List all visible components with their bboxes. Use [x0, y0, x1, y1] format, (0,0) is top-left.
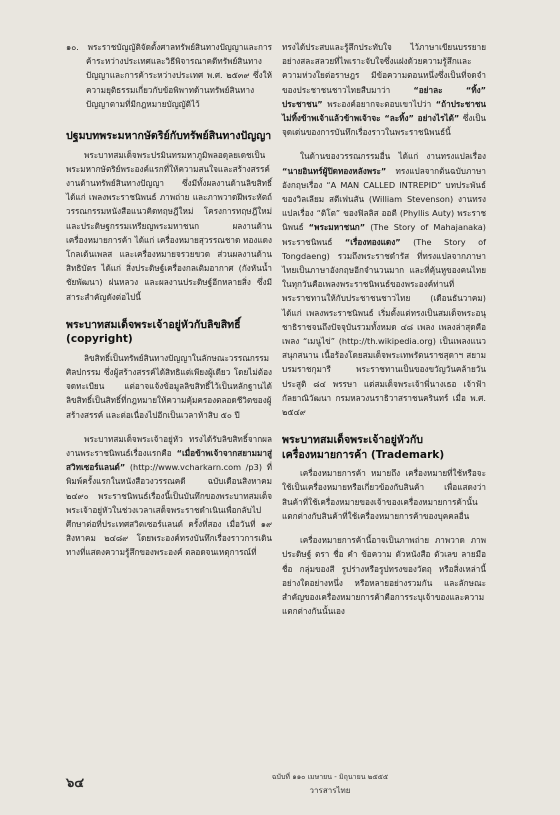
first-work-intro: พระบาทสมเด็จพระเจ้าอยู่หัว ทรงได้รับลิขสิทธิ์จากผลงานพระราชนิพนธ์เรื่องแรกคือ — [66, 433, 272, 458]
title-mahajanaka: “พระมหาชนก” — [308, 222, 366, 233]
other-works-intro: ในด้านของวรรณกรรมอื่น ได้แก่ งานทรงแปลเรื่อง — [300, 151, 486, 162]
continuation-text-3: ซึ่งเป็นจุดเด่นของการบันทึกเรื่องราวในพระราชนิพนธ์นี้ — [282, 113, 487, 138]
list-item-10: ๑๐. พระราชบัญญัติจัดตั้งศาลทรัพย์สินทางปัญญาและการค้าระหว่างประเทศและวิธีพิจารณาคดีทรัพย์สินทางปัญญาและการค้าระหว่างประเทศ พ.ศ. ๒๕๓๙ ซึ่งให้ความยุติธรรมเกี่ยวกับข้อพิพาทด้านทรัพย์สินทางปัญญาตามที่มีกฎหมายบัญญัติไว้ — [66, 42, 272, 109]
section-heading-copyright: พระบาทสมเด็จพระเจ้าอยู่หัวกับลิขสิทธิ์ (copyright) — [66, 318, 241, 346]
paragraph-trademark-forms: เครื่องหมายการค้านี้อาจเป็นภาพถ่าย ภาพวาด ภาพประดิษฐ์ ตรา ชื่อ คำ ข้อความ ตัวหนังสือ ตัวเลข ลายมือชื่อ กลุ่มของสี รูปร่างหรือรูปทรงของวัตถุ หรือสิ่งเหล่านี้อย่างใดอย่างหนึ่ง หรือหลายอย่างรวมกัน และลักษณะสำคัญของเครื่องหมายการค้าคือการระบุเจ้าของและความแตกต่างกันนั้นเอง — [282, 535, 486, 617]
right-column — [282, 40, 486, 618]
left-column — [66, 40, 272, 560]
first-work-details: (http://www.vcharkarn.com /p3) ที่พิมพ์ครั้งแรกในหนังสือวงวรรณคดี ฉบับเดือนสิงหาคม ๒๔๙๐ พระราชนิพนธ์เรื่องนี้เป็นบันทึกของพระบาทสมเด็จพระเจ้าอยู่หัวในช่วงเวลาเสด็จพระราชดำเนินเพื่อกลับไปศึกษาต่อที่ประเทศสวิตเซอร์แลนด์ ครั้งที่สอง เมื่อวันที่ ๑๙ สิงหาคม ๒๔๘๙ โดยพระองค์ทรงบันทึกเรื่องราวการเดินทางที่แสดงความรู้สึกของพระองค์ ตลอดจนเหตุการณ์ที่ — [66, 462, 272, 558]
issue-line: ฉบับที่ ๑๑๐ เมษายน - มิถุนายน ๒๕๕๕ — [271, 773, 389, 781]
other-works-text-3: (The Story of Tongdaeng) รวมถึงพระราชดำรัส ที่ทรงแปลจากภาษาไทยเป็นภาษาอังกฤษอีกจำนวนมาก และที่คุ้นหูของคนไทยในทุกวันคือเพลงพระราชนิพนธ์ของพระองค์ท่านที่พระราชทานให้กับประชาชนชาวไทย (เดือนธันวาคม) ได้แก่ เพลงพระราชนิพนธ์ เริ่มตั้งแต่ทรงเป็นสมเด็จพระอนุชาธิราชจนถึงปัจจุบันรวมทั้งหมด ๔๘ เพลง เพลงล่าสุดคือเพลง “เมนูไข่” (http://th.wikipedia.org) เป็นเพลงแนวสนุกสนาน เนื้อร้องโดยสมเด็จพระเทพรัตนราชสุดาฯ สยามบรมราชกุมารี พระราชทานเป็นของขวัญวันคล้ายวันประสูติ ๘๔ พรรษา แด่สมเด็จพระเจ้าพี่นางเธอ เจ้าฟ้ากัลยาณิวัฒนา กรมหลวงนราธิวาสราชนครินทร์ เมื่อ พ.ศ. ๒๕๔๙ — [282, 236, 486, 418]
other-works-text: ทรงแปลจากต้นฉบับภาษาอังกฤษเรื่อง “A MAN CALLED INTREPID” บทประพันธ์ของวิลเลียม สตีเฟนสัน (William Stevenson) งานทรงแปลเรื่อง “ติโต” ของฟิลลิส ออตี (Phyllis Auty) พระราชนิพนธ์ — [282, 165, 486, 233]
paragraph-first-work — [66, 432, 272, 560]
publication-logo: วารสารไทย — [309, 786, 351, 795]
paragraph-origins: พระบาทสมเด็จพระปรมินทรมหาภูมิพลอดุลยเดชเป็นพระมหากษัตริย์พระองค์แรกที่ให้ความสนใจและสร้างสรรค์งานด้านทรัพย์สินทางปัญญา ซึ่งมีทั้งผลงานด้านลิขสิทธิ์ ได้แก่ เพลงพระราชนิพนธ์ ภาพถ่าย และภาพวาดฝีพระหัตถ์ วรรณกรรมหนังสือแนวคิดทฤษฎีใหม่ โครงการทฤษฎีใหม่ และประดิษฐกรรมเหรียญพระมหาชนก ผลงานด้านเครื่องหมายการค้า ได้แก่ เครื่องหมายสุวรรณชาด ทองแดงโกลเด้นเพลส และเครื่องหมายจรวยขวด ส่วนผลงานด้านสิทธิบัตร ได้แก่ สิ่งประดิษฐ์เครื่องกลเติมอากาศ (กังหันน้ำชัยพัฒนา) ฝนหลวง และผลงานประดิษฐ์อีกหลายสิ่ง ซึ่งมีสาระสำคัญดังต่อไปนี้ — [66, 149, 272, 302]
paragraph-continuation — [282, 40, 486, 139]
quote-reply: “ถ้าประชาชนไม่ทิ้งข้าพเจ้าแล้วข้าพเจ้าจะ “ละทิ้ง” อย่างไรได้” — [282, 98, 487, 124]
other-works-text-2: (The Story of Mahajanaka) พระราชนิพนธ์ — [282, 222, 486, 247]
paragraph-other-works — [282, 149, 486, 419]
paragraph-copyright-definition: ลิขสิทธิ์เป็นทรัพย์สินทางปัญญาในลักษณะวรรณกรรม ศิลปกรรม ซึ่งผู้สร้างสรรค์ได้สิทธิแต่เพียงผู้เดียว โดยไม่ต้องจดทะเบียน แต่อาจแจ้งข้อมูลลิขสิทธิ์ไว้เป็นหลักฐานได้ ลิขสิทธิ์เป็นสิทธิ์ที่กฎหมายให้ความคุ้มครองตลอดชีวิตของผู้สร้างสรรค์ และต่อเนื่องไปอีกเป็นเวลาห้าสิบ ๕๐ ปี — [66, 352, 272, 420]
continuation-text: ทรงได้ประสบและรู้สึกประทับใจ ไว้ภาษาเขียนบรรยายอย่างสละสลวยที่ไพเราะจับใจซึ่งแฝงด้วยความรู้สึกและความห่วงใยต่อราษฎร มีข้อความตอนหนึ่งซึ่งเป็นที่จดจำของประชาชนชาวไทยสืบมาว่า — [282, 42, 486, 95]
page-number: ๖๔ — [66, 776, 85, 791]
continuation-text-2: พระองค์อยากจะตอบเขาไปว่า — [327, 98, 432, 109]
first-work-title: “เมื่อข้าพเจ้าจากสยามมาสู่สวิทเซอร์แลนด์” — [66, 447, 272, 473]
paragraph-trademark-definition: เครื่องหมายการค้า หมายถึง เครื่องหมายที่ใช้หรือจะใช้เป็นเครื่องหมายหรือเกี่ยวข้องกับสินค้า เพื่อแสดงว่าสินค้าที่ใช้เครื่องหมายของเจ้าของเครื่องหมายการค้านั้นแตกต่างกับสินค้าที่ใช้เครื่องหมายการค้าของบุคคลอื่น — [282, 468, 486, 521]
title-tongdaeng: “เรื่องทองแดง” — [344, 236, 401, 247]
section-heading-trademark: พระบาทสมเด็จพระเจ้าอยู่หัวกับเครื่องหมายการค้า (Trademark) — [282, 434, 445, 461]
quote-do-not-abandon: “อย่าละ “ทิ้ง” ประชาชน” — [282, 84, 486, 109]
title-nai-in: “นายอินทร์ผู้ปิดทองหลังพระ” — [282, 165, 387, 176]
section-heading-origins: ปฐมบทพระมหากษัตริย์กับทรัพย์สินทางปัญญา — [66, 130, 272, 143]
